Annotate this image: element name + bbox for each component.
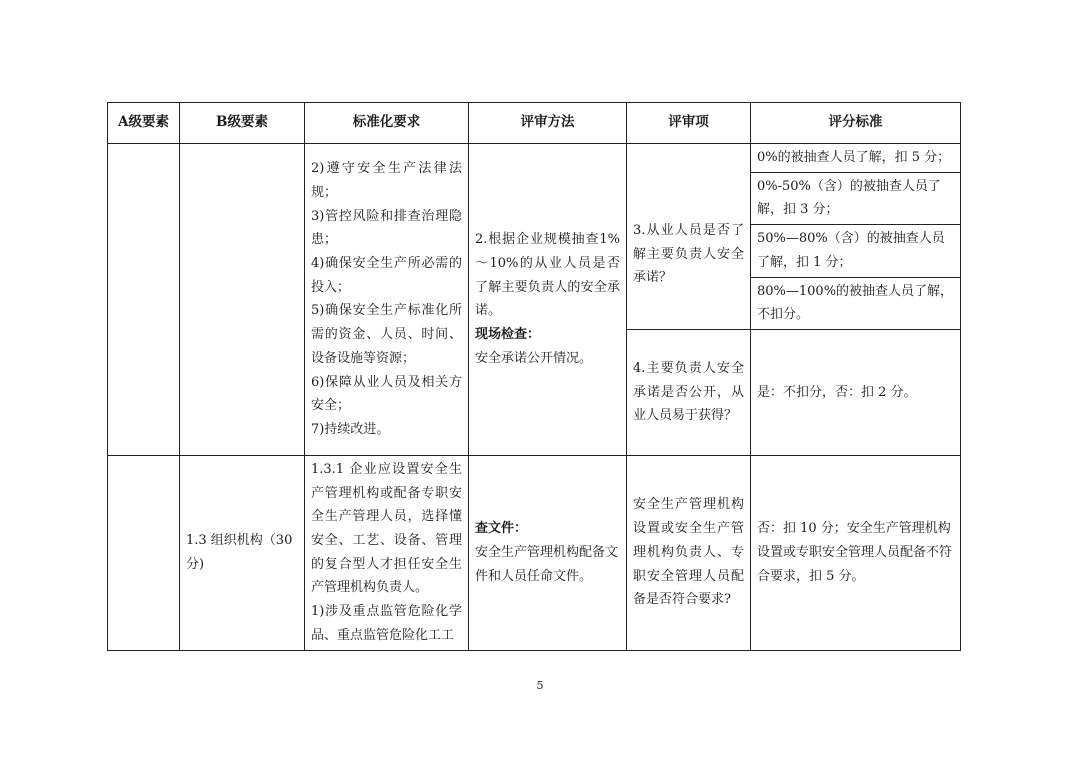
score-cell: 50%—80%（含）的被抽查人员了解，扣 1 分；	[751, 225, 961, 277]
table-row	[108, 455, 961, 650]
requirement-item: 2)遵守安全生产法律法规；	[311, 161, 462, 200]
table-header-row	[108, 103, 961, 144]
score-cell: 否：扣 10 分；安全生产管理机构设置或专职安全管理人员配备不符合要求，扣 5 分。	[751, 455, 961, 650]
method-text: 2.根据企业规模抽查1%～10%的从业人员是否了解主要负责人的安全承诺。	[475, 232, 620, 319]
header-method: 评审方法	[469, 103, 627, 144]
requirement-item: 4)确保安全生产所必需的投入；	[311, 256, 462, 295]
review-item: 安全生产管理机构设置或安全生产管理机构负责人、专职安全管理人员配备是否符合要求?	[627, 455, 751, 650]
header-a-element: A级要素	[108, 103, 180, 144]
header-requirements: 标准化要求	[305, 103, 469, 144]
table-row	[108, 144, 961, 173]
score-cell: 0%的被抽查人员了解，扣 5 分；	[751, 144, 961, 173]
evaluation-table	[107, 102, 961, 651]
requirement-item: 1)涉及重点监管危险化学品、重点监管危险化工工	[311, 604, 462, 643]
b-element-cell	[180, 144, 305, 456]
page-number: 5	[536, 679, 544, 692]
review-item-4: 4.主要负责人安全承诺是否公开，从业人员易于获得？	[627, 329, 751, 455]
method-text: 安全生产管理机构配备文件和人员任命文件。	[475, 544, 619, 584]
method-cell	[469, 455, 627, 650]
requirements-cell	[305, 455, 469, 650]
requirement-item: 3)管控风险和排查治理隐患；	[311, 208, 462, 248]
requirements-cell	[305, 144, 469, 456]
method-label: 查文件：	[475, 521, 528, 537]
requirement-item: 6)保障从业人员及相关方安全；	[311, 374, 462, 414]
a-element-cell	[108, 455, 180, 650]
method-text: 安全承诺公开情况。	[475, 350, 593, 366]
requirement-item: 7)持续改进。	[311, 421, 390, 437]
requirement-item: 1.3.1 企业应设置安全生产管理机构或配备专职安全生产管理人员，选择懂安全、工艺、设备、管理的复合型人才担任安全生产管理机构负责人。	[311, 461, 462, 596]
header-b-element: B级要素	[180, 103, 305, 144]
header-review-item: 评审项	[627, 103, 751, 144]
review-item-text: 3.从业人员是否了解主要负责人安全承诺？	[633, 222, 744, 286]
review-item-3	[627, 144, 751, 330]
a-element-cell	[108, 144, 180, 456]
method-cell	[469, 144, 627, 456]
score-cell: 80%—100%的被抽查人员了解，不扣分。	[751, 277, 961, 329]
score-cell: 0%-50%（含）的被抽查人员了解，扣 3 分；	[751, 172, 961, 224]
requirement-item: 5)确保安全生产标准化所需的资金、人员、时间、设备设施等资源；	[311, 303, 462, 366]
header-score-standard: 评分标准	[751, 103, 961, 144]
method-label: 现场检查：	[475, 327, 541, 343]
b-element-cell: 1.3 组织机构（30 分)	[180, 455, 305, 650]
score-cell: 是：不扣分，否：扣 2 分。	[751, 329, 961, 455]
